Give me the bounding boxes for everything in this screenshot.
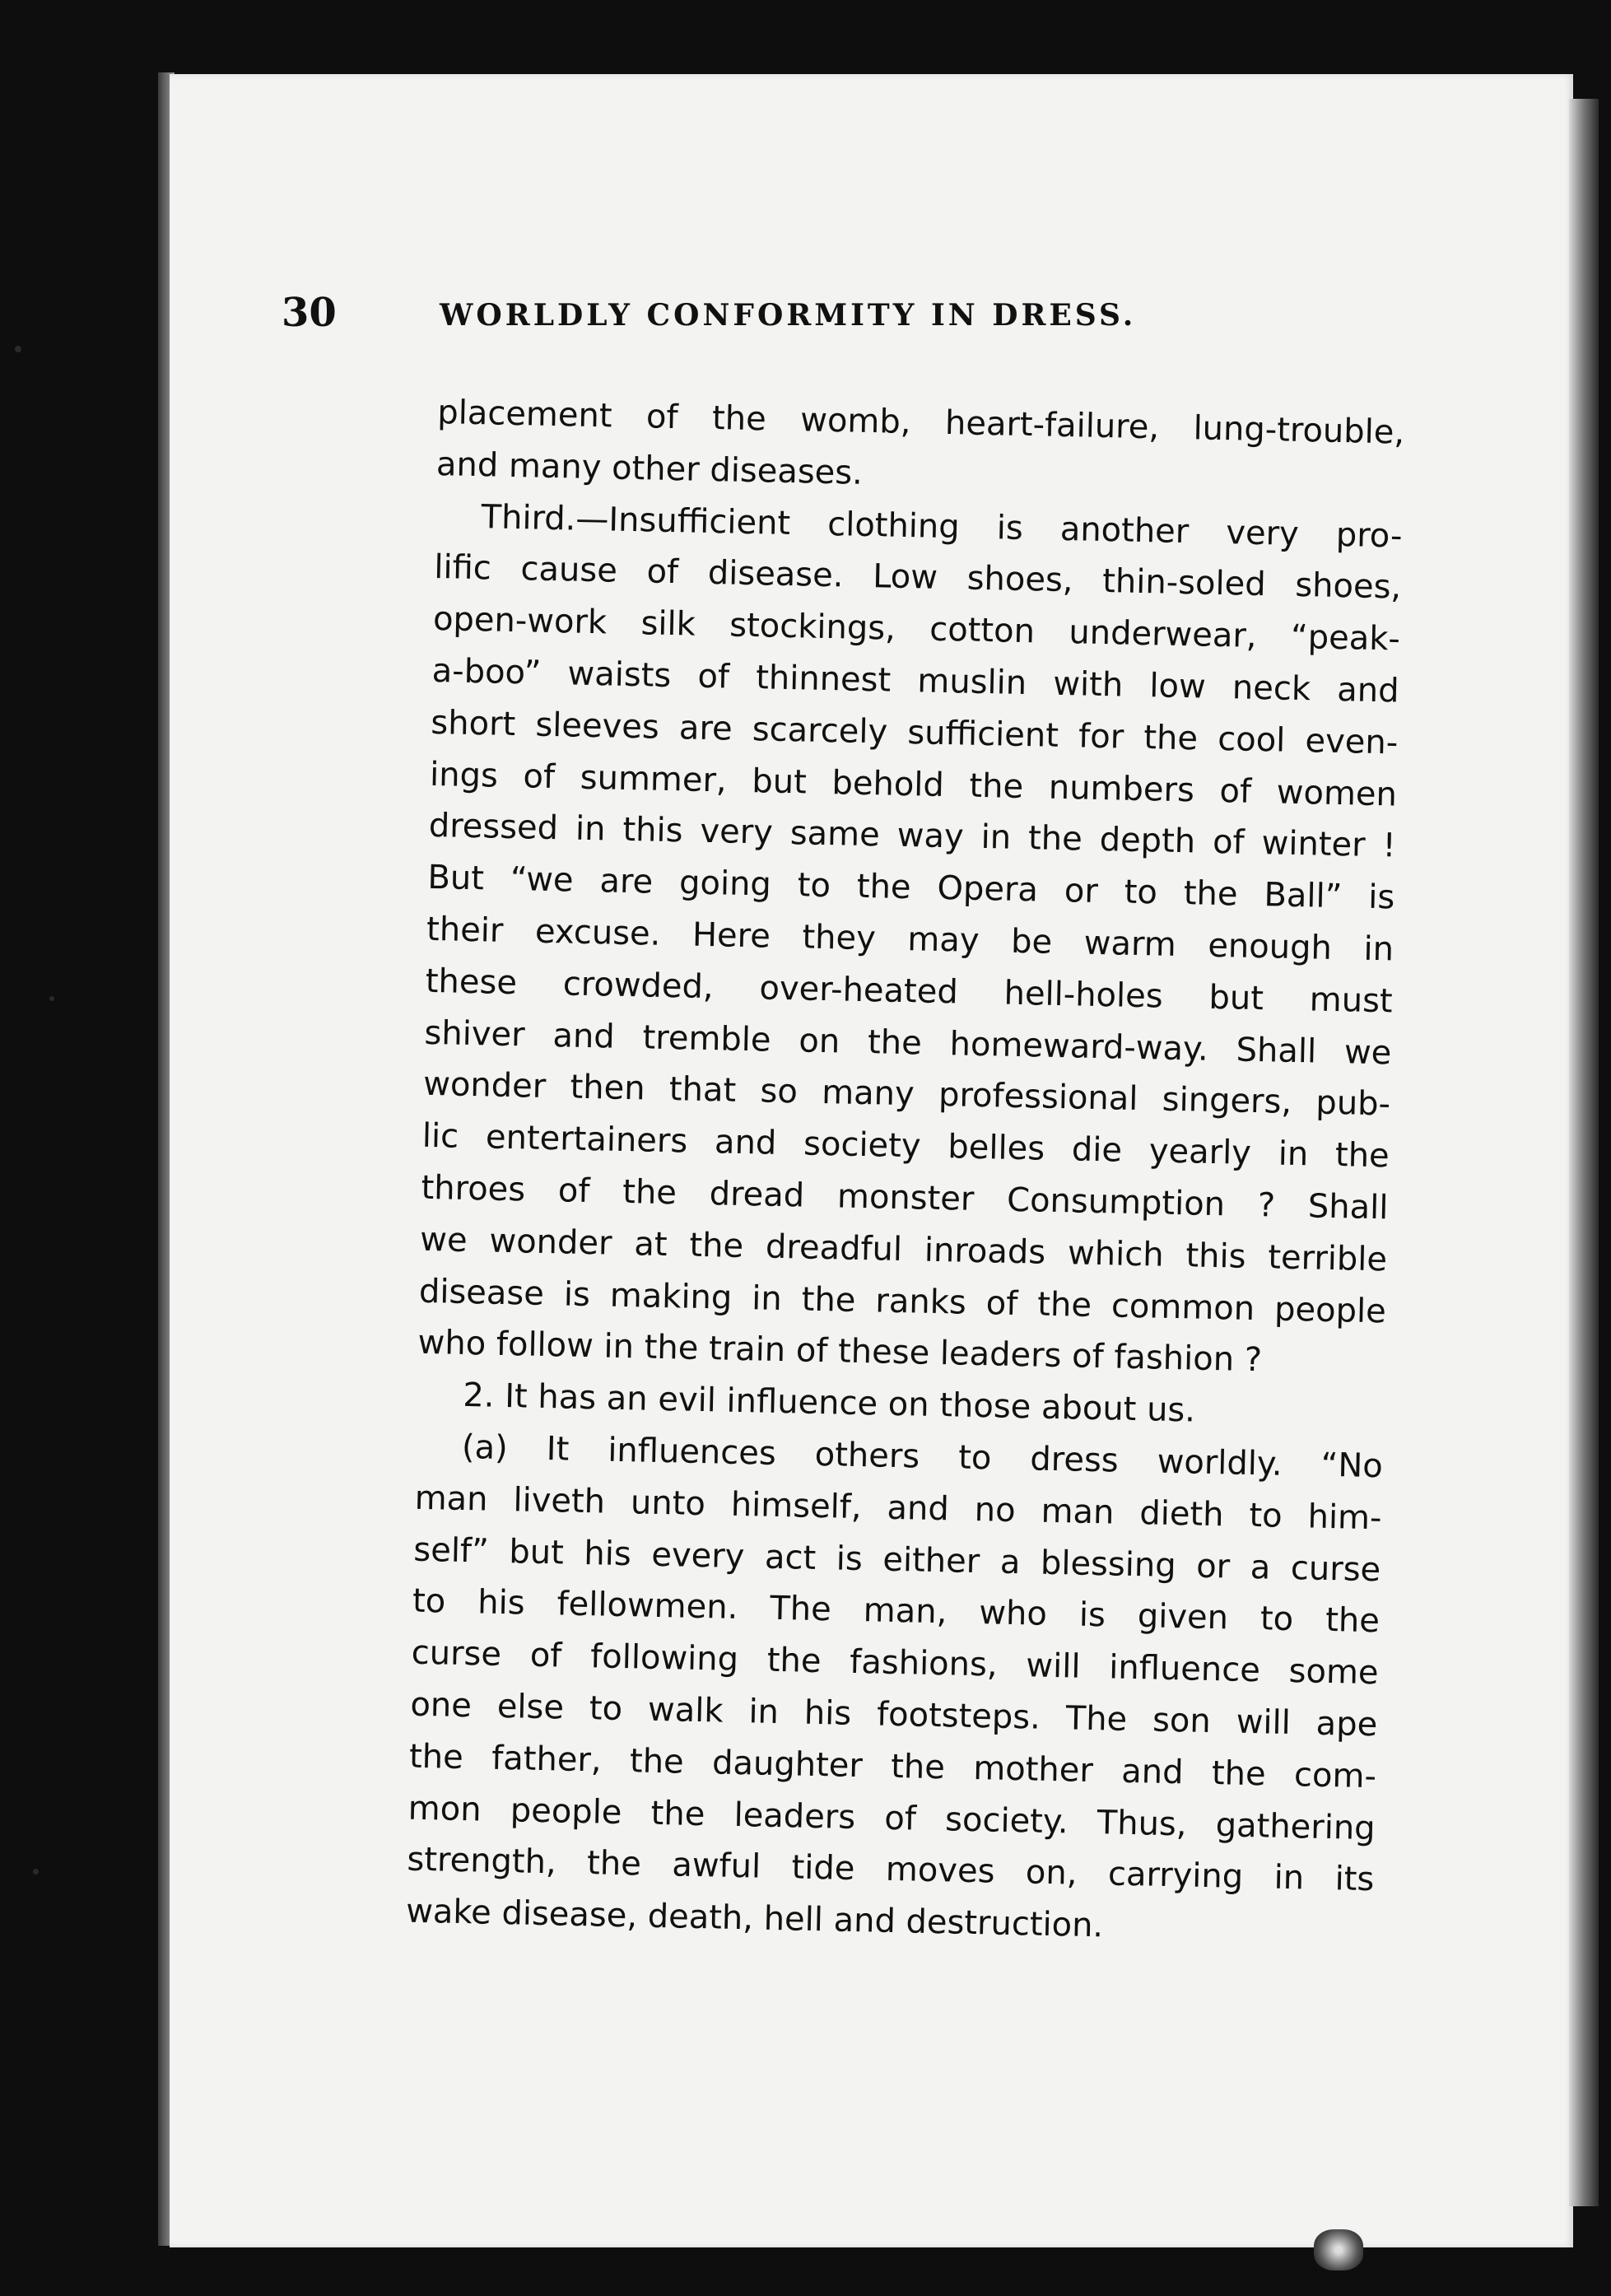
text-line: self” but his every act is either a blessing or a curse <box>412 1530 1381 1589</box>
page-edge <box>1569 99 1599 2206</box>
running-title: WORLDLY CONFORMITY IN DRESS. <box>440 298 1137 333</box>
text-line: the father, the daughter the mother and the com- <box>408 1737 1377 1795</box>
text-line: throes of the dread monster Consumption ? Shall <box>421 1168 1389 1227</box>
text-line: who follow in the train of these leaders of fashion ? <box>417 1324 1263 1380</box>
text-line: placement of the womb, heart-failure, lung-trouble, <box>436 393 1405 452</box>
text-line: dressed in this very same way in the depth of winter ! <box>428 807 1397 865</box>
scan-speck <box>33 1869 39 1875</box>
ornament-icon <box>1314 2229 1363 2270</box>
text-line: But “we are going to the Opera or to the Ball” is <box>427 859 1395 917</box>
text-line: wonder then that so many professional singers, pub- <box>422 1065 1391 1124</box>
text-line: mon people the leaders of society. Thus, gathering <box>407 1789 1376 1847</box>
text-line: these crowded, over-heated hell-holes but must <box>425 962 1394 1021</box>
text-line: their excuse. Here they may be warm enough in <box>426 910 1394 969</box>
text-line: (a) It influences others to dress worldly. “No <box>461 1427 1384 1486</box>
text-line: we wonder at the dreadful inroads which this terrible <box>419 1220 1388 1279</box>
text-line: shiver and tremble on the homeward-way. Shall we <box>424 1013 1392 1072</box>
page-number: 30 <box>282 290 337 336</box>
text-line: lific cause of disease. Low shoes, thin-soled shoes, <box>433 548 1402 607</box>
text-line: curse of following the fashions, will influence some <box>411 1633 1380 1693</box>
text-line: a-boo” waists of thinnest muslin with low neck and <box>431 651 1399 710</box>
text-line: strength, the awful tide moves on, carrying in its <box>407 1840 1375 1899</box>
scan-speck <box>15 346 21 352</box>
text-line: and many other diseases. <box>435 445 864 492</box>
text-line: to his fellowmen. The man, who is given to the <box>412 1582 1381 1641</box>
text-line: one else to walk in his footsteps. The son will ape <box>409 1685 1378 1744</box>
text-line: man liveth unto himself, and no man dieth to him- <box>414 1479 1382 1538</box>
text-line: Third.—Insufficient clothing is another very pro- <box>481 497 1403 556</box>
text-line: disease is making in the ranks of the common people <box>418 1272 1387 1330</box>
text-line: lic entertainers and society belles die yearly in the <box>421 1116 1390 1176</box>
text-line: ings of summer, but behold the numbers of women <box>429 755 1398 814</box>
scan-speck <box>49 996 54 1001</box>
text-line: short sleeves are scarcely sufficient for the cool even- <box>430 703 1399 762</box>
text-line: wake disease, death, hell and destruction. <box>405 1892 1104 1945</box>
text-line: open-work silk stockings, cotton underwear, “peak- <box>432 600 1401 659</box>
text-line: 2. It has an evil influence on those about us. <box>462 1376 1196 1430</box>
body-text <box>406 387 1405 1958</box>
